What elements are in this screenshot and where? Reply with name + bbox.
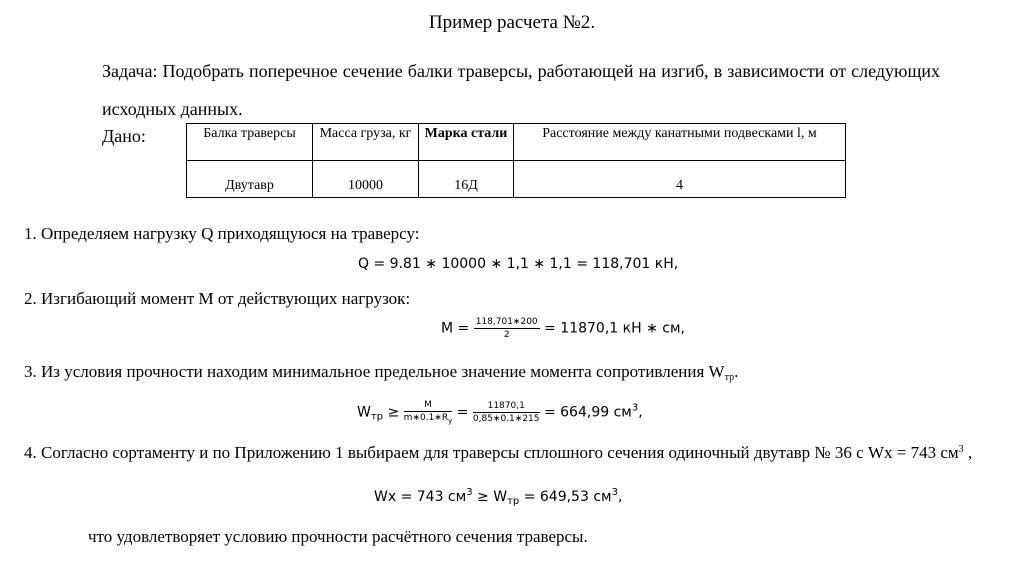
fraction-values: $\frac{11870,1}{0,85∗0.1∗215}$ xyxy=(472,401,540,424)
task-statement: Задача: Подобрать поперечное сечение балки траверсы, работающей на изгиб, в зависимости от следующих исходных данных. xyxy=(102,61,940,119)
header-steel-grade: Марка стали xyxy=(419,124,514,161)
page-title: Пример расчета №2. xyxy=(428,12,596,33)
header-distance: Расстояние между канатными подвесками l, м xyxy=(514,124,846,161)
cell-beam: Двутавр xyxy=(187,161,313,198)
table-header-row xyxy=(187,124,846,161)
given-label: Дано: xyxy=(102,126,146,146)
step-4-text: 4. Согласно сортаменту и по Приложению 1 выбираем для траверсы сплошного сечения одиночный двутавр № 36 с Wx = 743 $см^3$ , xyxy=(24,443,973,462)
cell-steel-grade: 16Д xyxy=(419,161,514,198)
step-3-text: 3. Из условия прочности находим минимальное предельное значение момента сопротивления $W_{тр}$. xyxy=(24,362,739,383)
formula-load-q: Q = 9.81 ∗ 10000 ∗ 1,1 ∗ 1,1 = 118,701 кН, xyxy=(358,256,679,272)
header-load-mass: Масса груза, кг xyxy=(313,124,419,161)
formula-moment-m: M = $\frac{118,701∗200}{2}$ = 11870,1 кН ∗ см, xyxy=(441,317,685,340)
given-data-table xyxy=(186,123,846,198)
conclusion-text: что удовлетворяет условию прочности расчётного сечения траверсы. xyxy=(88,527,588,546)
step-1-text: 1. Определяем нагрузку Q приходящуюся на траверсу: xyxy=(24,224,420,243)
step-2-text: 2. Изгибающий момент M от действующих нагрузок: xyxy=(24,289,411,308)
cell-load-mass: 10000 xyxy=(313,161,419,198)
cell-distance: 4 xyxy=(514,161,846,198)
header-beam: Балка траверсы xyxy=(187,124,313,161)
fraction-moment: $\frac{118,701∗200}{2}$ xyxy=(475,317,538,340)
formula-check: Wx = 743 $см^3 \ge W_{тр} = 649,53$ $см^3$, xyxy=(374,487,623,507)
fraction-m-over-r: $\frac{M}{m∗0.1∗R_y}$ xyxy=(403,400,453,425)
formula-section-modulus: $W_{тр}$ ≥ $\frac{M}{m∗0.1∗R_y}$ = $\frac{11870,1}{0,85∗0.1∗215}$ = 664,99 $см^3$, xyxy=(357,400,643,425)
table-row xyxy=(187,161,846,198)
